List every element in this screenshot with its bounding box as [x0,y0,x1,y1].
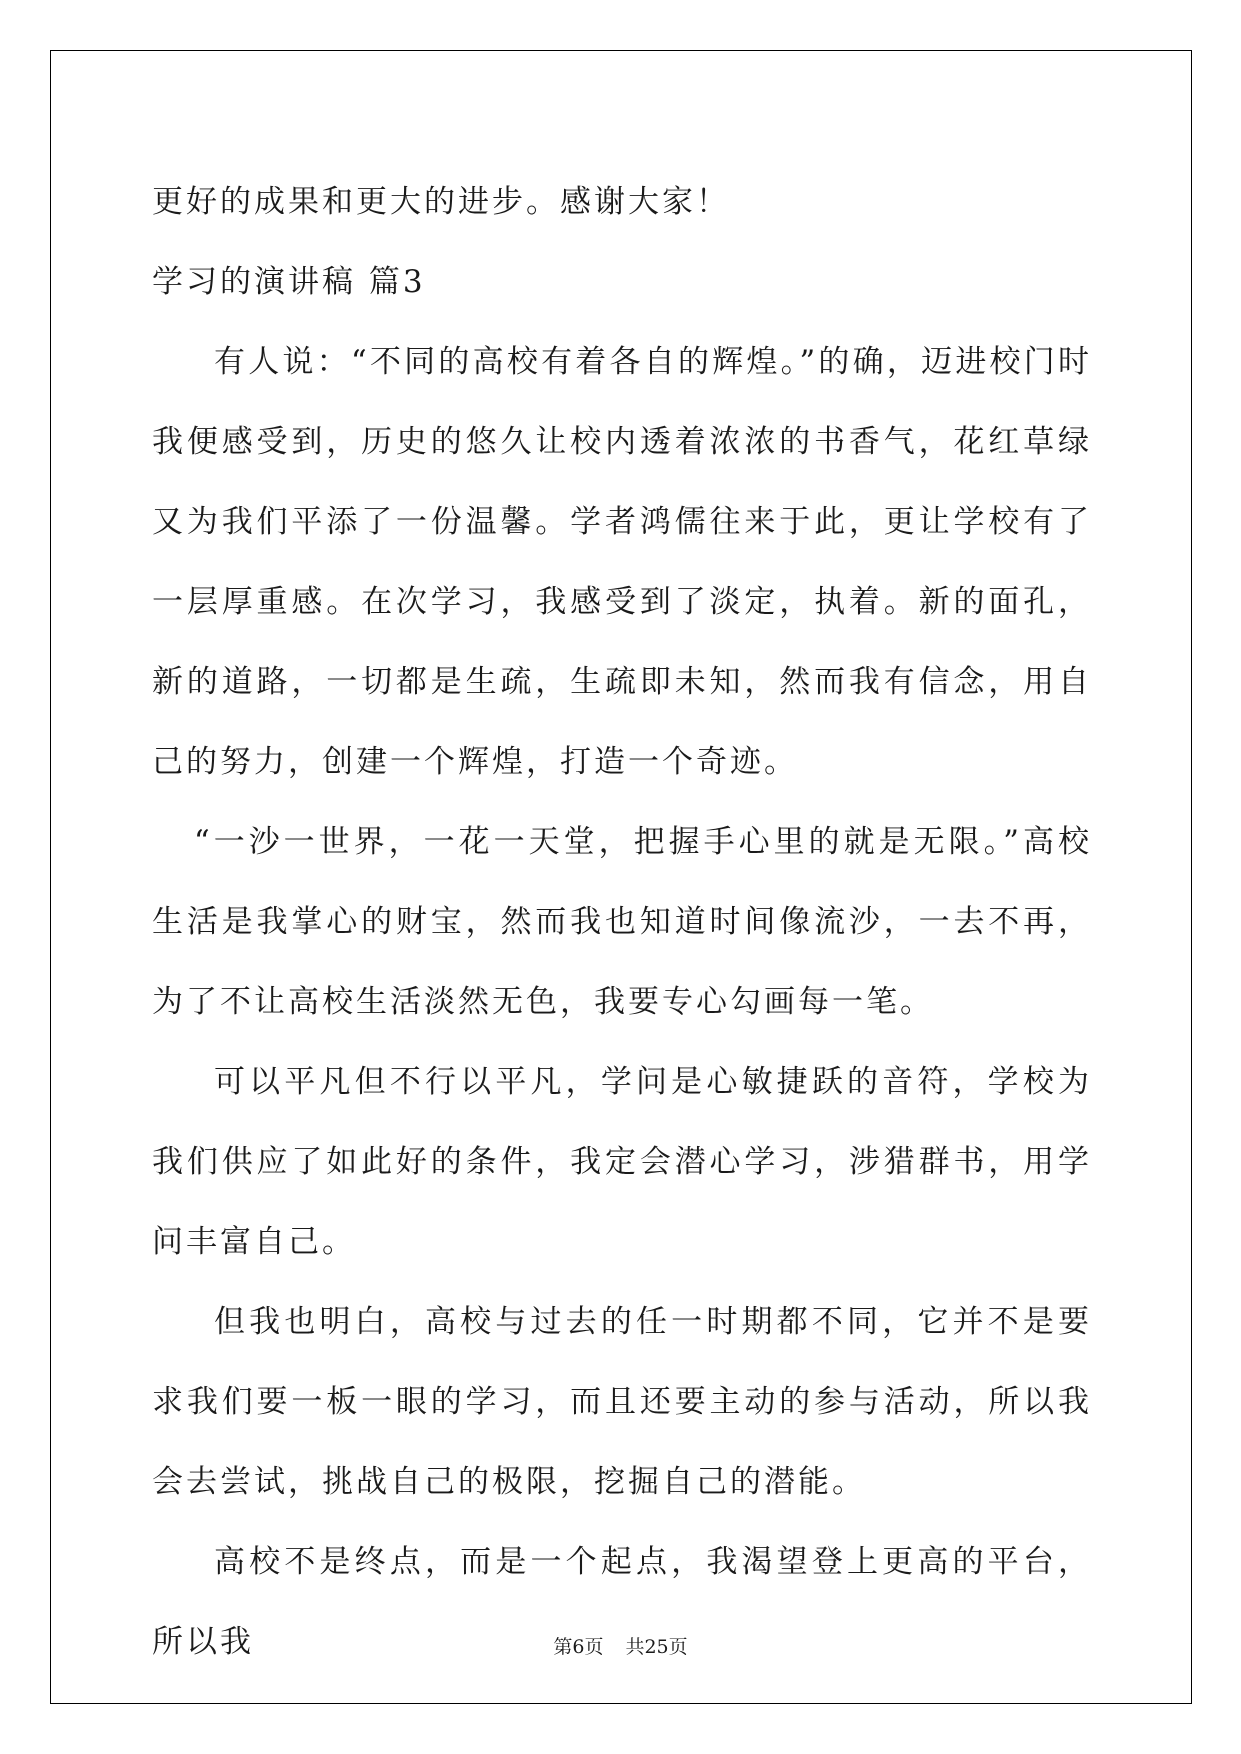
paragraph: 但我也明白，高校与过去的任一时期都不同，它并不是要求我们要一板一眼的学习，而且还要主动的参与活动，所以我会去尝试，挑战自己的极限，挖掘自己的潜能。 [152,1304,1092,1500]
page-footer [0,1632,1241,1659]
page-number: 第6页 [553,1636,604,1658]
paragraph-closing-line: 更好的成果和更大的进步。感谢大家！ [152,184,730,220]
paragraph: 高校不是终点，而是一个起点，我渴望登上更高的平台，所以我 [152,1544,1092,1660]
document-body [152,162,1092,1682]
page-total: 共25页 [625,1636,688,1658]
section-heading: 学习的演讲稿 篇3 [152,264,426,300]
paragraph: “一沙一世界，一花一天堂，把握手心里的就是无限。”高校生活是我掌心的财宝，然而我也知道时间像流沙，一去不再，为了不让高校生活淡然无色，我要专心勾画每一笔。 [152,824,1092,1020]
paragraph: 可以平凡但不行以平凡，学问是心敏捷跃的音符，学校为我们供应了如此好的条件，我定会潜心学习，涉猎群书，用学问丰富自己。 [152,1064,1092,1260]
paragraph: 有人说：“不同的高校有着各自的辉煌。”的确，迈进校门时我便感受到，历史的悠久让校内透着浓浓的书香气，花红草绿又为我们平添了一份温馨。学者鸿儒往来于此，更让学校有了一层厚重感。在次学习，我感受到了淡定，执着。新的面孔，新的道路，一切都是生疏，生疏即未知，然而我有信念，用自己的努力，创建一个辉煌，打造一个奇迹。 [152,344,1092,780]
